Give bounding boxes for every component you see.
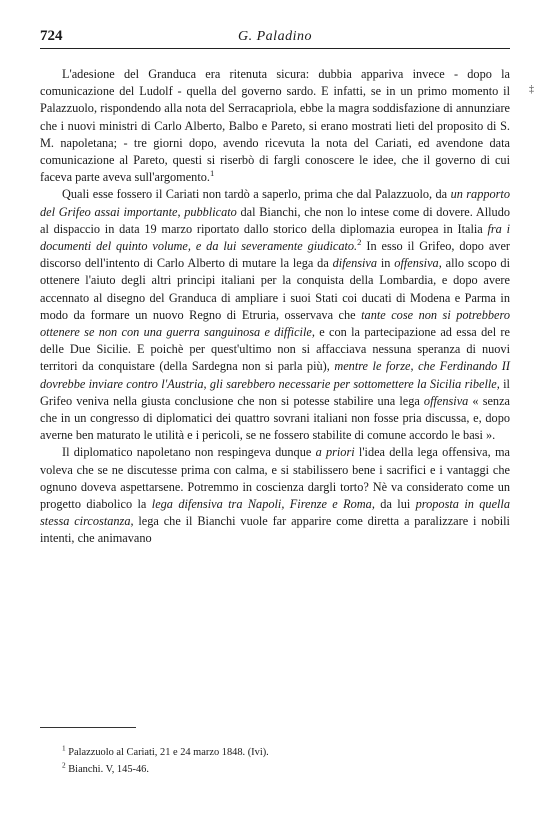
italic-text: mentre le forze, che Ferdinando II dovrebbe inviare contro l'Austria, gli sarebbero necessarie per sottomettere la Sicilia ribelle, — [40, 359, 510, 391]
paragraph — [40, 444, 510, 547]
text-run: in — [377, 256, 395, 271]
footnote-text: Bianchi. V, 145-46. — [68, 764, 149, 775]
running-header — [40, 26, 510, 49]
text-run: da lui — [374, 497, 416, 512]
italic-text: tante cose non si potrebbero ottenere se non con una guerra sanguinosa e difficile, — [40, 307, 510, 340]
page-number: 724 — [40, 28, 63, 44]
text-run: allo scopo di ottenere l'aiuto degli altri principi italiani per la conquista della Lombardia, e dopo avere accennato al disegno del Granduca di ampliare i suoi Stati coi ducati di Modena e Parma in modo da formare un nuovo Regno di Etruria, osservava che — [40, 256, 510, 322]
text-run: L'adesione del Granduca era ritenuta sicura: dubbia appariva invece - dopo la comunicazione del Ludolf - quella del governo sardo. E infatti, se in un primo momento il Palazzuolo, rispondendo alla nota del Serracapriola, ebbe la magra soddisfazione di annunziare che i nuovi ministri di Carlo Alberto, Balbo e Pareto, si erano mostrati lieti del proposito di S. M. napoletana; - tre giorni dopo, avendo ricevuta la nota del Cariati, ed avendone data comunicazione al Pareto, questi si riserbò di fargli conoscere le idee, che il governo di cui faceva parte aveva sull'argomento. — [40, 67, 510, 185]
italic-text: offensiva, — [394, 256, 442, 271]
italic-text: a priori — [315, 445, 355, 460]
text-run: lega che il Bianchi vuole far apparire come diretta a paralizzare i nobili intenti, che animavano — [40, 514, 510, 546]
footnote-rule — [40, 727, 136, 728]
italic-text: fra i documenti del quinto volume, e da lui severamente giudicato. — [40, 221, 510, 254]
text-run: In esso il Grifeo, dopo aver discorso dell'intento di Carlo Alberto di mutare la lega da — [40, 239, 510, 271]
italic-text: un rapporto del Grifeo assai importante, pubblicato — [40, 187, 511, 219]
italic-text: proposta in quella stessa circostanza, — [40, 497, 511, 529]
italic-text: difensiva — [332, 256, 378, 271]
text-run: l'idea della lega offensiva, ma voleva che se ne discutesse prima con calma, e si stabilissero bene i sacrifici e i vantaggi che ognuno doveva aspettarsene. Potremmo in coscienza dargli torto? Nè va considerato come un progetto diabolico la — [40, 445, 510, 512]
footnote-reference: 1 — [209, 168, 215, 179]
text-run: dal Bianchi, che non lo intese come di dovere. Alludo al dispaccio in data 19 marzo riportato dallo storico della diplomazia europea in Italia — [40, 204, 510, 236]
running-title: G. Paladino — [238, 29, 312, 44]
margin-mark: ‡ — [529, 84, 534, 95]
text-run: il Grifeo veniva nella giusta conclusione che non si potesse stabilire una lega — [40, 376, 510, 408]
footnote-mark: 2 — [62, 761, 66, 770]
footnote-2 — [62, 761, 502, 778]
italic-text: offensiva — [423, 393, 469, 408]
footnote-mark: 1 — [62, 744, 66, 753]
footnotes — [62, 744, 502, 778]
paragraph — [40, 186, 510, 444]
footnote-reference: 2 — [357, 236, 362, 247]
paragraph — [40, 66, 510, 186]
text-run: « senza che in un congresso di diplomatici dei quattro sovrani italiani non fosse pria discussa, e, dopo averne ben maturato le utilità e i pericoli, se ne fossero stabilite di comune accordo le basi ». — [40, 393, 510, 443]
text-run: Il diplomatico napoletano non respingeva dunque — [62, 445, 316, 460]
footnote-text: Palazzuolo al Cariati, 21 e 24 marzo 1848. (Ivi). — [68, 747, 269, 758]
italic-text: lega difensiva tra Napoli, Firenze e Roma, — [151, 497, 375, 512]
text-run: Quali esse fossero il Cariati non tardò a saperlo, prima che dal Palazzuolo, da — [62, 187, 451, 202]
text-run: e con la partecipazione ad essa del re delle Due Sicilie. E poichè per quest'ultimo non si affacciava nessuna speranza di nuovi territori da conquistare (della Sardegna non si parla più), — [40, 325, 510, 374]
footnote-1 — [62, 744, 502, 761]
body-text — [40, 66, 510, 548]
